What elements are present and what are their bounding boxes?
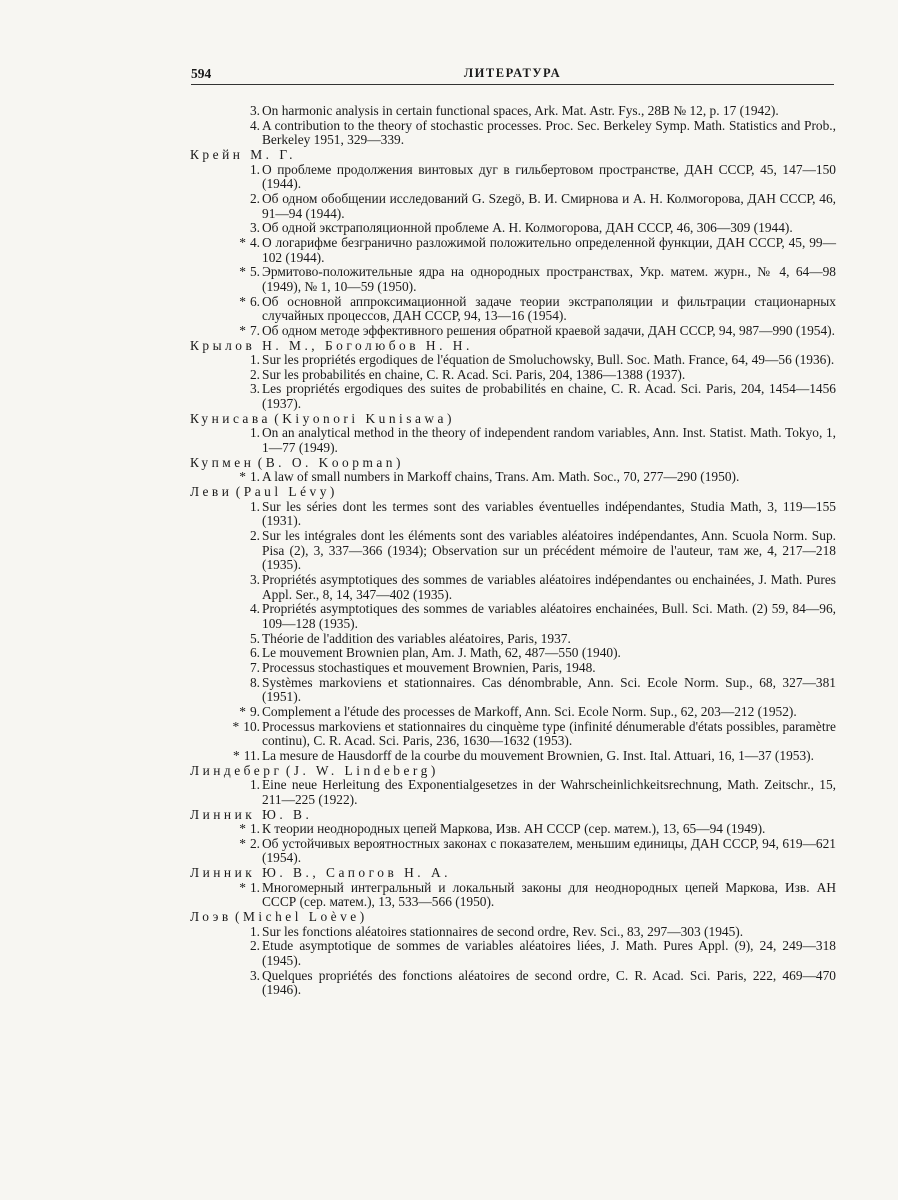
bibliography-entry: [190, 426, 836, 455]
entry-number: 4.: [249, 234, 260, 250]
author-name: Линник Ю. В., Сапогов Н. А.: [190, 865, 451, 881]
author-name-latin: (J. W. Lindeberg): [285, 762, 439, 778]
bibliography-entry: [190, 705, 836, 720]
entry-number: 6.: [249, 293, 260, 309]
entry-number: 3.: [249, 572, 260, 587]
entry-text: Эрмитово-положительные ядра на однородных пространствах, Укр. матем. журн., № 4, 64—98 (1949), № 1, 10—59 (1950).: [262, 264, 836, 294]
entry-number: 1.: [249, 879, 260, 895]
author-name: Крылов Н. М., Боголюбов Н. Н.: [190, 337, 473, 353]
entry-number-cell: [190, 661, 260, 676]
entry-number: 2.: [249, 190, 260, 206]
entry-number-cell: [190, 500, 260, 515]
entry-number-cell: [190, 163, 260, 178]
entry-number-cell: [190, 822, 260, 837]
author-name: Куниcава: [190, 410, 271, 426]
entry-text: Sur les séries dont les termes sont des variables éventuelles indépendantes, Studia Math, 3, 119—155 (1931).: [262, 498, 836, 529]
entry-number: 1.: [249, 923, 260, 939]
entry-number: 1.: [249, 352, 260, 368]
entry-number: 5.: [249, 264, 260, 280]
entry-number-cell: [190, 939, 260, 954]
entry-number-cell: [190, 353, 260, 368]
author-group: [190, 866, 836, 910]
entry-text: Об основной аппроксимационной задаче теории экстраполяции и фильтрации стационарных случайных процессов, ДАН СССР, 94, 13—16 (1954).: [262, 293, 836, 324]
entry-text: A contribution to the theory of stochastic processes. Proc. Sec. Berkeley Symp. Math. Statistics and Prob., Berkeley 1951, 329—339.: [262, 117, 836, 148]
entry-number-cell: [190, 192, 260, 207]
entry-number: 4.: [249, 601, 260, 617]
entry-text: Многомерный интегральный и локальный законы для неоднородных цепей Маркова, Изв. АН СССР (сер. матем.), 13, 533—566 (1950).: [262, 879, 836, 910]
bibliography-entry: [190, 632, 836, 647]
author-name: Лоэв: [190, 909, 232, 925]
entry-number-cell: [190, 221, 260, 236]
bibliography-entry: [190, 749, 836, 764]
entry-number: 4.: [249, 117, 260, 133]
entry-number-cell: [190, 295, 260, 310]
entry-number-cell: [190, 720, 260, 735]
entry-text: Об одном методе эффективного решения обратной краевой задачи, ДАН СССР, 94, 987—990 (1954).: [262, 322, 835, 338]
author-heading: [190, 910, 836, 925]
entry-number: 1.: [249, 425, 260, 441]
entry-number: 2.: [249, 366, 260, 382]
entry-number-cell: [190, 368, 260, 383]
entry-number: 11.: [243, 747, 260, 763]
entry-text: Sur les probabilités en chaine, C. R. Acad. Sci. Paris, 204, 1386—1388 (1937).: [262, 366, 686, 382]
bibliography-entry: [190, 324, 836, 339]
page-number: 594: [191, 66, 212, 81]
entry-number-cell: [190, 119, 260, 134]
entry-number: 1.: [249, 498, 260, 514]
author-name: Купмен: [190, 454, 255, 470]
entry-number: 7.: [249, 322, 260, 338]
entry-text: Théorie de l'addition des variables aléatoires, Paris, 1937.: [262, 630, 571, 646]
entry-text: К теории неоднородных цепей Маркова, Изв. АН СССР (сер. матем.), 13, 65—94 (1949).: [262, 821, 766, 837]
entry-number: 1.: [249, 777, 260, 793]
entry-number-cell: [190, 602, 260, 617]
entry-star-marker: *: [239, 469, 246, 485]
entry-number-cell: [190, 573, 260, 588]
entry-number: 10.: [243, 718, 260, 734]
entry-text: Sur les intégrales dont les éléments sont des variables aléatoires indépendantes, Ann. Scuola Norm. Sup. Pisa (2), 3, 337—366 (1934); Observation sur un précédent mémoire de l'auteur, там же, 4, 217—218 (1935).: [262, 528, 836, 573]
entry-number-cell: [190, 265, 260, 280]
bibliography-entry: [190, 881, 836, 910]
entry-number-cell: [190, 104, 260, 119]
bibliography-entry: [190, 368, 836, 383]
author-name: Линник Ю. В.: [190, 806, 313, 822]
bibliography-entry: [190, 221, 836, 236]
entry-text: On harmonic analysis in certain functional spaces, Ark. Mat. Astr. Fys., 28B № 12, p. 17 (1942).: [262, 103, 779, 118]
entry-star-marker: *: [239, 234, 246, 250]
entry-number-cell: [190, 632, 260, 647]
bibliography-entry: [190, 573, 836, 602]
entry-text: Les propriétés ergodiques des suites de probabilités en chaine, C. R. Acad. Sci. Paris, 204, 1454—1456 (1937).: [262, 381, 836, 412]
author-group: [190, 910, 836, 998]
entry-text: A law of small numbers in Markoff chains, Trans. Am. Math. Soc., 70, 277—290 (1950).: [262, 469, 740, 485]
author-name: Крейн М. Г.: [190, 146, 296, 162]
bibliography-entry: [190, 192, 836, 221]
entry-star-marker: *: [239, 835, 246, 851]
entry-text: Etude asymptotique de sommes de variables aléatoires liées, J. Math. Pures Appl. (9), 24, 249—318 (1945).: [262, 938, 836, 969]
entry-text: О проблеме продолжения винтовых дуг в гильбертовом пространстве, ДАН СССР, 45, 147—150 (1944).: [262, 161, 836, 192]
bibliography-entry: [190, 720, 836, 749]
entry-text: Sur les fonctions aléatoires stationnaires de second ordre, Rev. Sci., 83, 297—303 (1945).: [262, 923, 744, 939]
entry-text: О логарифме безгранично разложимой положительно определенной функции, ДАН СССР, 45, 99—102 (1944).: [262, 234, 836, 265]
page-title: ЛИТЕРАТУРА: [463, 66, 562, 80]
entry-number: 3.: [249, 381, 260, 397]
entry-text: Processus stochastiques et mouvement Brownien, Paris, 1948.: [262, 659, 596, 675]
author-name-latin: (Kiyonori Kunisawa): [274, 410, 455, 426]
author-name: Леви: [190, 484, 233, 500]
bibliography-entry: [190, 295, 836, 324]
entry-star-marker: *: [239, 703, 246, 719]
bibliography-entry: [190, 778, 836, 807]
author-group: [190, 456, 836, 485]
entry-star-marker: *: [233, 747, 240, 763]
entry-number-cell: [190, 837, 260, 852]
bibliography-entry: [190, 661, 836, 676]
entry-number: 2.: [249, 938, 260, 954]
author-heading: [190, 485, 836, 500]
bibliography-entry: [190, 822, 836, 837]
entry-text: Propriétés asymptotiques des sommes de variables aléatoires indépendantes ou enchainées, J. Math. Pures Appl. Ser., 8, 14, 347—402 (1935).: [262, 572, 836, 602]
author-heading: [190, 148, 836, 163]
entry-number: 8.: [249, 674, 260, 690]
author-group: [190, 104, 836, 148]
entry-number: 6.: [249, 645, 260, 661]
bibliography-list: [190, 104, 836, 998]
entry-number: 1.: [249, 821, 260, 837]
entry-number-cell: [190, 382, 260, 397]
bibliography-entry: [190, 470, 836, 485]
bibliography-entry: [190, 382, 836, 411]
bibliography-entry: [190, 925, 836, 940]
entry-text: Complement a l'étude des processes de Markoff, Ann. Sci. Ecole Norm. Sup., 62, 203—212 (1952).: [262, 703, 797, 719]
author-group: [190, 485, 836, 763]
bibliography-entry: [190, 529, 836, 573]
author-heading: [190, 456, 836, 471]
entry-number-cell: [190, 676, 260, 691]
author-group: [190, 808, 836, 867]
entry-star-marker: *: [239, 293, 246, 309]
entry-text: Eine neue Herleitung des Exponentialgesetzes in der Wahrscheinlichkeitsrechnung, Math. Zeitschr., 15, 211—225 (1922).: [262, 777, 836, 807]
author-group: [190, 339, 836, 412]
author-heading: [190, 339, 836, 354]
author-name-latin: (Paul Lévy): [235, 484, 338, 500]
bibliography-entry: [190, 104, 836, 119]
entry-number-cell: [190, 969, 260, 984]
entry-number-cell: [190, 705, 260, 720]
author-name-latin: (Michel Loève): [235, 909, 368, 925]
entry-number-cell: [190, 324, 260, 339]
bibliography-entry: [190, 602, 836, 631]
entry-number-cell: [190, 881, 260, 896]
header-rule: [191, 84, 834, 85]
entry-number-cell: [190, 470, 260, 485]
entry-text: On an analytical method in the theory of independent random variables, Ann. Inst. Statist. Math. Tokyo, 1, 1—77 (1949).: [262, 425, 836, 456]
entry-star-marker: *: [239, 322, 246, 338]
author-heading: [190, 412, 836, 427]
entry-text: Processus markoviens et stationnaires du cinquème type (infinité dénumerable d'états possibles, paramètre continu), C. R. Acad. Sci. Paris, 236, 1630—1632 (1953).: [262, 718, 836, 749]
entry-number: 9.: [249, 703, 260, 719]
entry-number: 3.: [249, 220, 260, 236]
bibliography-entry: [190, 969, 836, 998]
author-heading: [190, 764, 836, 779]
entry-star-marker: *: [239, 879, 246, 895]
entry-number-cell: [190, 426, 260, 441]
entry-number-cell: [190, 646, 260, 661]
bibliography-entry: [190, 837, 836, 866]
entry-number: 1.: [249, 469, 260, 485]
entry-number-cell: [190, 778, 260, 793]
bibliography-entry: [190, 163, 836, 192]
author-group: [190, 764, 836, 808]
bibliography-entry: [190, 265, 836, 294]
author-name-latin: (B. O. Koopman): [257, 454, 404, 470]
entry-text: Об одном обобщении исследований G. Szegö, В. И. Смирнова и А. Н. Колмогорова, ДАН СССР, 46, 91—94 (1944).: [262, 190, 836, 221]
entry-text: Sur les propriétés ergodiques de l'équation de Smoluchowsky, Bull. Soc. Math. France, 64, 49—56 (1936).: [262, 352, 835, 368]
entry-number: 3.: [249, 967, 260, 983]
bibliography-entry: [190, 939, 836, 968]
entry-number-cell: [190, 529, 260, 544]
entry-number: 5.: [249, 630, 260, 646]
bibliography-entry: [190, 119, 836, 148]
author-heading: [190, 808, 836, 823]
entry-number: 3.: [249, 103, 260, 118]
entry-star-marker: *: [239, 264, 246, 280]
author-group: [190, 412, 836, 456]
entry-number-cell: [190, 236, 260, 251]
entry-text: Le mouvement Brownien plan, Am. J. Math, 62, 487—550 (1940).: [262, 645, 621, 661]
bibliography-entry: [190, 500, 836, 529]
entry-number-cell: [190, 749, 260, 764]
entry-number: 1.: [249, 161, 260, 177]
entry-text: Systèmes markoviens et stationnaires. Cas dénombrable, Ann. Sci. Ecole Norm. Sup., 68, 327—381 (1951).: [262, 674, 836, 705]
entry-number: 2.: [249, 528, 260, 544]
entry-number-cell: [190, 925, 260, 940]
entry-text: Об одной экстраполяционной проблеме А. Н. Колмогорова, ДАН СССР, 46, 306—309 (1944).: [262, 220, 793, 236]
entry-number: 7.: [249, 659, 260, 675]
author-name: Линдеберг: [190, 762, 283, 778]
entry-text: Об устойчивых вероятностных законах с показателем, меньшим единицы, ДАН СССР, 94, 619—621 (1954).: [262, 835, 836, 866]
page-header: [191, 62, 834, 86]
entry-text: La mesure de Hausdorff de la courbe du mouvement Brownien, G. Inst. Ital. Attuari, 16, 1—37 (1953).: [262, 747, 814, 763]
entry-text: Quelques propriétés des fonctions aléatoires de second ordre, C. R. Acad. Sci. Paris, 222, 469—470 (1946).: [262, 967, 836, 998]
bibliography-entry: [190, 353, 836, 368]
bibliography-entry: [190, 676, 836, 705]
bibliography-entry: [190, 236, 836, 265]
entry-star-marker: *: [239, 821, 246, 837]
entry-star-marker: *: [232, 718, 240, 734]
entry-number: 2.: [249, 835, 260, 851]
entry-text: Propriétés asymptotiques des sommes de variables aléatoires enchainées, Bull. Sci. Math. (2) 59, 84—96, 109—128 (1935).: [262, 601, 836, 631]
author-group: [190, 148, 836, 339]
bibliography-entry: [190, 646, 836, 661]
author-heading: [190, 866, 836, 881]
